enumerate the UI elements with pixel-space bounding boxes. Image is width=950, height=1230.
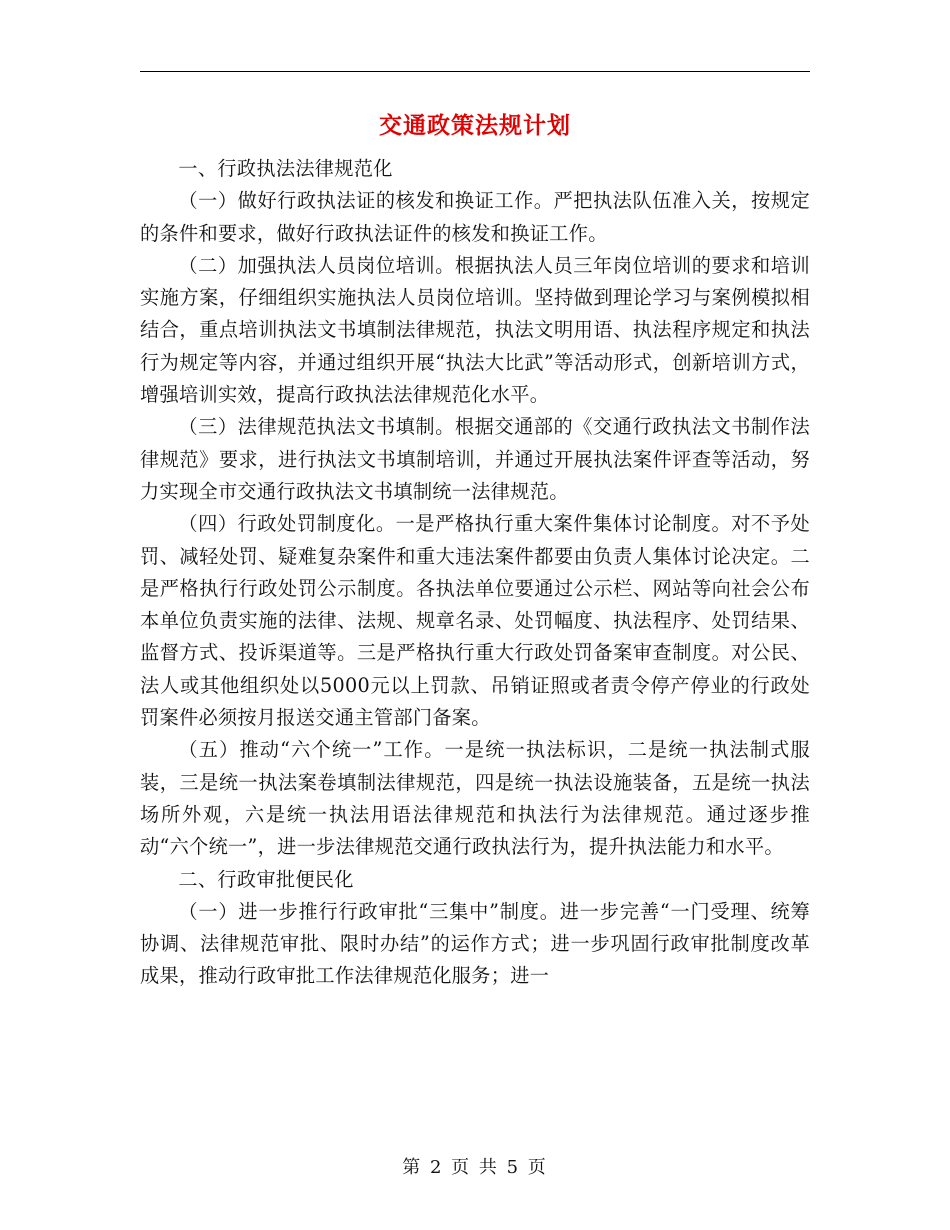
paragraph-1-5: （五）推动“六个统一”工作。一是统一执法标识，二是统一执法制式服装，三是统一执法案卷填制法律规范，四是统一执法设施装备，五是统一执法场所外观，六是统一执法用语法律规范和执法行为法律规范。通过逐步推动“六个统一”，进一步法律规范交通行政执法行为，提升执法能力和水平。 <box>140 738 810 859</box>
paragraph-1-1: （一）做好行政执法证的核发和换证工作。严把执法队伍准入关，按规定的条件和要求，做好行政执法证件的核发和换证工作。 <box>140 189 810 245</box>
header-rule <box>140 71 810 72</box>
page-number-footer: 第 2 页 共 5 页 <box>402 1157 548 1178</box>
paragraph-2-1: （一）进一步推行行政审批“三集中”制度。进一步完善“一门受理、统筹协调、法律规范审批、限时办结”的运作方式；进一步巩固行政审批制度改革成果，推动行政审批工作法律规范化服务；进一 <box>140 899 810 988</box>
section-heading-2: 二、行政审批便民化 <box>178 867 354 891</box>
page-title: 交通政策法规计划 <box>379 112 571 139</box>
paragraph-1-2: （二）加强执法人员岗位培训。根据执法人员三年岗位培训的要求和培训实施方案，仔细组织实施执法人员岗位培训。坚持做到理论学习与案例模拟相结合，重点培训执法文书填制法律规范，执法文明用语、执法程序规定和执法行为规定等内容，并通过组织开展“执法大比武”等活动形式，创新培训方式，增强培训实效，提高行政执法法律规范化水平。 <box>140 253 810 407</box>
section-heading-1: 一、行政执法法律规范化 <box>178 157 393 180</box>
paragraph-1-4: （四）行政处罚制度化。一是严格执行重大案件集体讨论制度。对不予处罚、减轻处罚、疑难复杂案件和重大违法案件都要由负责人集体讨论决定。二是严格执行行政处罚公示制度。各执法单位要通过公示栏、网站等向社会公布本单位负责实施的法律、法规、规章名录、处罚幅度、执法程序、处罚结果、监督方式、投诉渠道等。三是严格执行重大行政处罚备案审查制度。对公民、法人或其他组织处以5000元以上罚款、吊销证照或者责令停产停业的行政处罚案件必须按月报送交通主管部门备案。 <box>140 512 810 730</box>
document-body <box>140 153 810 993</box>
paragraph-1-3: （三）法律规范执法文书填制。根据交通部的《交通行政执法文书制作法律规范》要求，进行执法文书填制培训，并通过开展执法案件评查等活动，努力实现全市交通行政执法文书填制统一法律规范。 <box>140 415 810 503</box>
